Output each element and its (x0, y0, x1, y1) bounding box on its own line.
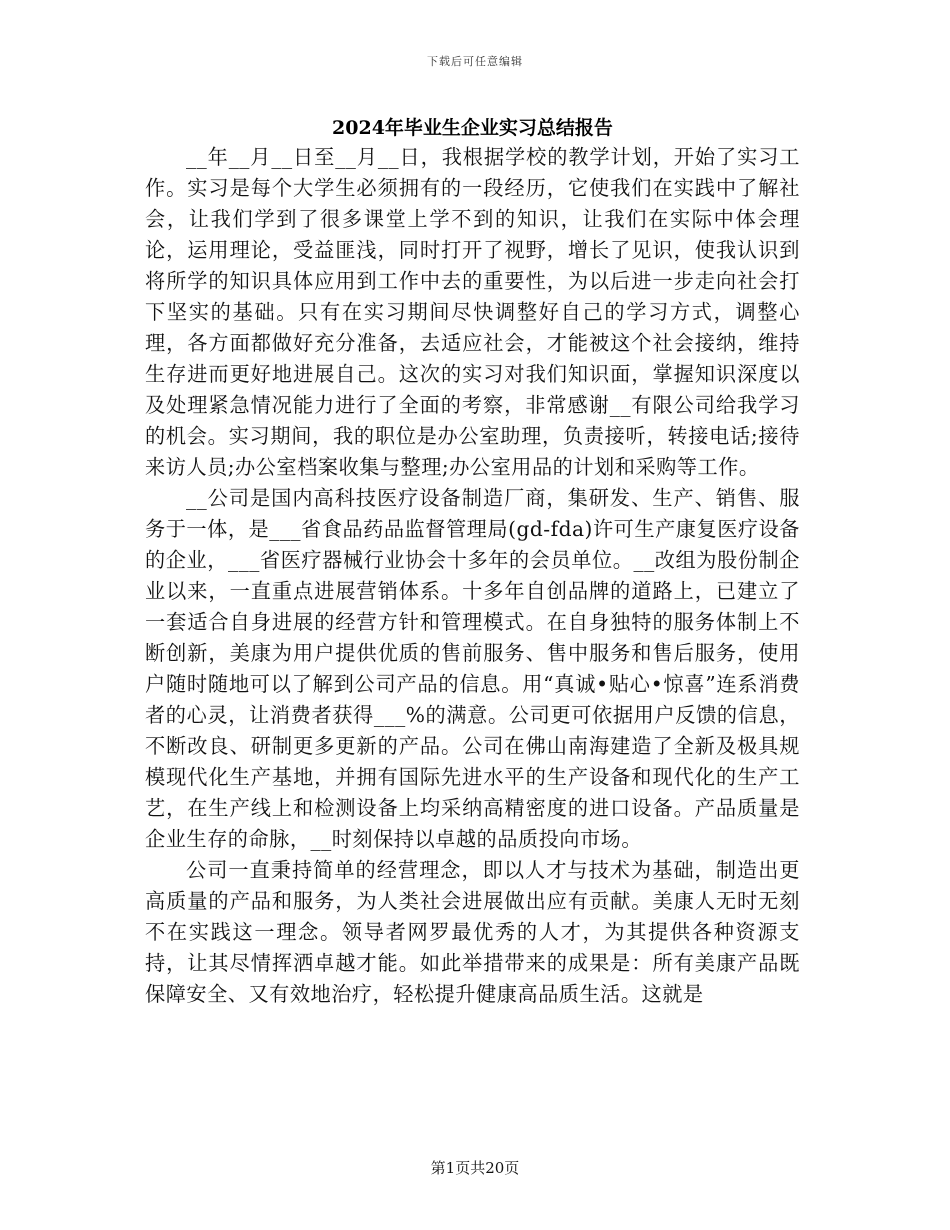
page-number-footer: 第1页共20页 (430, 1159, 520, 1177)
document-title: 2024年毕业生企业实习总结报告 (332, 117, 613, 139)
header-note: 下载后可任意编辑 (427, 55, 523, 68)
document-body (145, 142, 800, 1010)
paragraph-1: __年__月__日至__月__日，我根据学校的教学计划，开始了实习工作。实习是每个大学生必须拥有的一段经历，它使我们在实践中了解社会，让我们学到了很多课堂上学不到的知识，让我们在实际中体会理论，运用理论，受益匪浅，同时打开了视野，增长了见识，使我认识到将所学的知识具体应用到工作中去的重要性，为以后进一步走向社会打下坚实的基础。只有在实习期间尽快调整好自己的学习方式，调整心理，各方面都做好充分准备，去适应社会，才能被这个社会接纳，维持生存进而更好地进展自己。这次的实习对我们知识面，掌握知识深度以及处理紧急情况能力进行了全面的考察，非常感谢__有限公司给我学习的机会。实习期间，我的职位是办公室助理，负责接听，转接电话;接待来访人员;办公室档案收集与整理;办公室用品的计划和采购等工作。 (145, 145, 800, 479)
paragraph-3: 公司一直秉持简单的经营理念，即以人才与技术为基础，制造出更高质量的产品和服务，为人类社会进展做出应有贡献。美康人无时无刻不在实践这一理念。领导者网罗最优秀的人才，为其提供各种资源支持，让其尽情挥洒卓越才能。如此举措带来的成果是：所有美康产品既保障安全、又有效地治疗，轻松提升健康高品质生活。这就是 (145, 858, 800, 1006)
paragraph-2: __公司是国内高科技医疗设备制造厂商，集研发、生产、销售、服务于一体，是___省食品药品监督管理局(gd-fda)许可生产康复医疗设备的企业，___省医疗器械行业协会十多年的会员单位。__改组为股份制企业以来，一直重点进展营销体系。十多年自创品牌的道路上，已建立了一套适合自身进展的经营方针和管理模式。在自身独特的服务体制上不断创新，美康为用户提供优质的售前服务、售中服务和售后服务，使用户随时随地可以了解到公司产品的信息。用“真诚•贴心•惊喜”连系消费者的心灵，让消费者获得___%的满意。公司更可依据用户反馈的信息，不断改良、研制更多更新的产品。公司在佛山南海建造了全新及极具规模现代化生产基地，并拥有国际先进水平的生产设备和现代化的生产工艺，在生产线上和检测设备上均采纳高精密度的进口设备。产品质量是企业生存的命脉，__时刻保持以卓越的品质投向市场。 (145, 486, 800, 851)
